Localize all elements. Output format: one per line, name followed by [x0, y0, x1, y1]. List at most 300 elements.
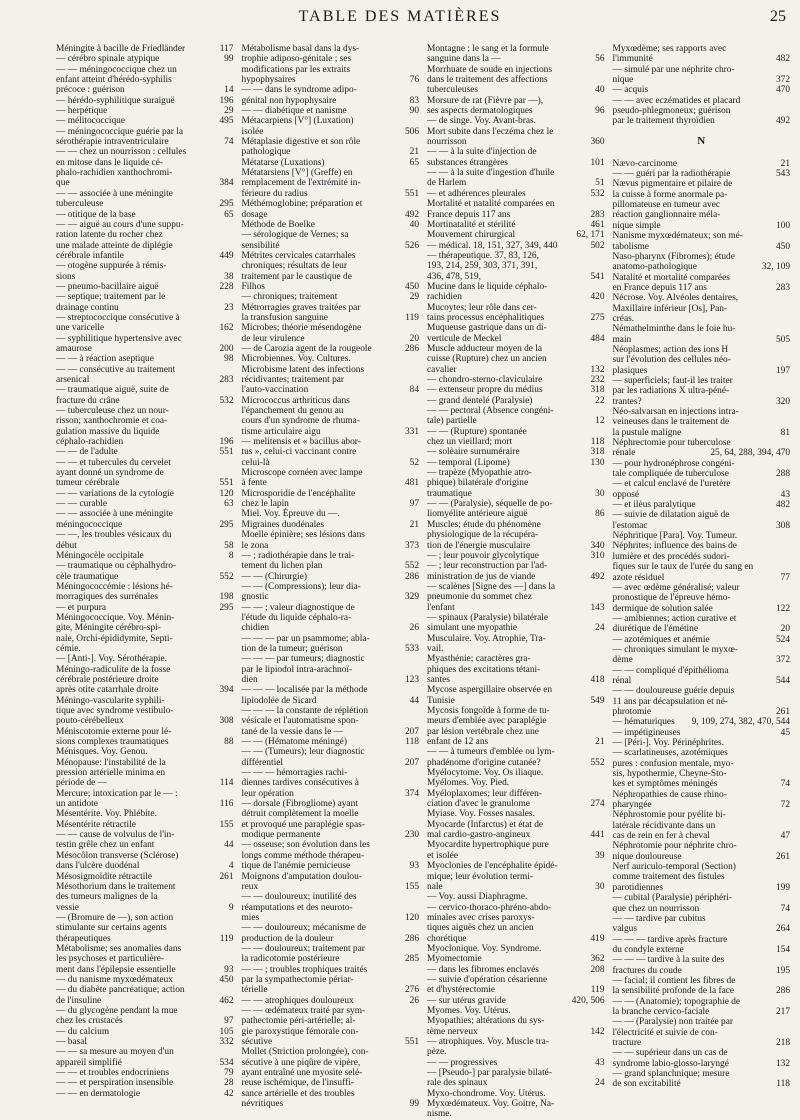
entry-text: — — œdémateux traité par sym-: [241, 1005, 366, 1016]
index-entry: [613, 686, 791, 696]
entry-text: — basal: [56, 1037, 87, 1047]
entry-text: — azotémiques et anémie: [612, 634, 710, 645]
index-entry: [613, 96, 791, 106]
entry-text: Méningococcique. Voy. Ménin-: [56, 612, 175, 623]
index-entry: [56, 365, 234, 375]
entry-page-number: 162: [219, 323, 234, 334]
entry-text: fiques sur le taux de l'urée du sang en: [612, 562, 754, 573]
index-entry: [242, 851, 420, 861]
entry-text: la transfusion sanguine: [241, 312, 328, 323]
entry-page-number: 38: [224, 271, 234, 282]
entry-text: — — avec eczématides et placard: [612, 95, 741, 106]
entry-page-number: 532: [590, 188, 605, 199]
index-entry: [427, 954, 605, 964]
entry-page-number: 308: [775, 520, 790, 531]
entry-text: — de singe. Voy. Avant-bras.: [427, 116, 537, 127]
entry-text: testin grêle chez un enfant: [56, 840, 155, 851]
entry-page-number: 88: [224, 737, 234, 748]
index-entry: [56, 158, 234, 168]
entry-text: dien: [241, 674, 258, 685]
index-entry: [427, 427, 605, 437]
index-entry: [613, 676, 791, 686]
index-entry: [613, 935, 791, 945]
index-entry: [613, 562, 791, 572]
entry-text: remplacement de l'extrémité in-: [241, 178, 361, 189]
entry-text: du condyle externe: [612, 944, 684, 955]
index-entry: [242, 282, 420, 292]
entry-text: — solèaire surnuméraire: [427, 447, 520, 458]
index-entry: [427, 892, 605, 902]
index-entry: [613, 169, 791, 179]
entry-text: Métrites cervicales catarrhales: [241, 250, 356, 261]
entry-text: Myélocytome. Voy. Os iliaque.: [427, 768, 544, 779]
entry-text: Mésocôlon transverse (Sclérose): [56, 850, 179, 861]
entry-page-number: 526: [404, 240, 419, 251]
entry-page-number: 541: [590, 271, 605, 282]
index-entry: [242, 840, 420, 850]
entry-page-number: 470: [775, 85, 790, 96]
entry-text: morragiques des surrénales: [56, 592, 159, 603]
entry-page-number: 492: [775, 116, 790, 127]
entry-text: — — compliqué d'épithélioma: [612, 665, 729, 676]
index-entry: [427, 1078, 605, 1088]
index-entry: [613, 779, 791, 789]
entry-page-number: 29: [409, 292, 419, 303]
entry-text: par le lipiodol intra-arachnoï-: [241, 664, 353, 675]
entry-text: enfant de 12 ans: [427, 737, 489, 748]
index-entry: [242, 1047, 420, 1057]
index-entry: [427, 65, 605, 75]
index-entry: [427, 1089, 605, 1099]
entry-text: Mucoytes; leur rôle dans cer-: [427, 302, 537, 313]
index-entry: [56, 696, 234, 706]
entry-page-number: 198: [219, 592, 234, 603]
entry-text: — dans les fibromes enclavés: [427, 964, 539, 975]
entry-text: parotidiennes: [612, 882, 664, 893]
entry-page-number: 74: [780, 779, 790, 790]
entry-text: — ; leur reconstruction par l'ad-: [427, 561, 548, 572]
entry-page-number: 362: [590, 954, 605, 965]
index-entry: [242, 778, 420, 788]
index-entry: [56, 241, 234, 251]
entry-page-number: 93: [224, 964, 234, 975]
entry-text: une varicelle: [56, 323, 105, 334]
entry-text: — — pectoral (Absence congéni-: [427, 406, 554, 417]
index-entry: [242, 251, 420, 261]
entry-text: ration latente du rocher chez: [56, 230, 163, 241]
entry-text: France depuis 117 ans: [427, 209, 511, 220]
entry-text: pouto-cérébelleux: [56, 716, 124, 727]
entry-text: substances étrangères: [427, 157, 508, 168]
index-entry: [613, 273, 791, 283]
entry-text: nourrisson: [427, 137, 467, 148]
entry-text: Myocarde (Infarctus) et état de: [427, 819, 544, 830]
index-entry: [613, 376, 791, 386]
index-entry: [613, 106, 791, 116]
entry-page-number: 308: [219, 716, 234, 727]
entry-text: — sur utérus gravide: [427, 995, 506, 1006]
entry-text: la branche cervico-faciale: [612, 1006, 710, 1017]
index-entry: [427, 840, 605, 850]
index-entry: [56, 1078, 234, 1088]
entry-text: — syphilitique hypertensive avec: [56, 333, 182, 344]
entry-text: sérothérapie intraventriculaire: [56, 137, 169, 148]
entry-text: mal cardio-gastro-angineux: [427, 830, 531, 841]
index-entry: [242, 572, 420, 582]
index-entry: [56, 572, 234, 582]
entry-page-number: 123: [404, 674, 419, 685]
entry-text: Némathelminthe dans le foie hu-: [612, 324, 736, 335]
index-entry: [613, 707, 791, 717]
entry-text: fracture du crâne: [56, 395, 120, 406]
index-entry: [427, 706, 605, 716]
index-entry: [56, 1089, 234, 1099]
entry-text: des tumeurs malignes de la: [56, 892, 158, 903]
index-entry: [613, 1048, 791, 1058]
index-entry: [613, 904, 791, 914]
index-entry: [613, 335, 791, 345]
index-entry: [56, 178, 234, 188]
entry-page-number: 155: [219, 819, 234, 830]
entry-text: phalo-rachidien xanthochromi-: [56, 168, 173, 179]
entry-text: — — chez un nourrisson : cellules: [56, 147, 187, 158]
index-entry: [613, 831, 791, 841]
entry-text: minales avec crises paroxys-: [427, 912, 535, 923]
index-entry: [427, 396, 605, 406]
entry-text: — hématuriques: [612, 717, 675, 728]
index-entry: [56, 1016, 234, 1026]
entry-page-number: 461: [590, 219, 605, 230]
entry-page-number: 286: [404, 933, 419, 944]
entry-text: Néphrites; influence des bains de: [612, 541, 737, 552]
entry-text: vésicale et l'automatisme spon-: [241, 716, 359, 727]
index-entry: [56, 541, 234, 551]
index-entry: [613, 293, 791, 303]
index-entry: [613, 304, 791, 314]
index-entry: [613, 748, 791, 758]
index-entry: [242, 189, 420, 199]
index-entry: [56, 851, 234, 861]
entry-text: — scalènes [Signe des —] dans la: [427, 581, 556, 592]
entry-text: 436, 478, 519,: [427, 271, 481, 282]
index-entry: [427, 820, 605, 830]
entry-text: tabolisme: [612, 241, 649, 252]
entry-text: tale compliquée de tuberculose: [612, 469, 729, 480]
index-entry: [56, 613, 234, 623]
index-entry: [56, 54, 234, 64]
entry-text: que: [56, 178, 70, 189]
entry-page-number: 30: [595, 881, 605, 892]
entry-text: nique douloureuse: [612, 851, 682, 862]
index-entry: [56, 230, 234, 240]
index-entry: [242, 85, 420, 95]
entry-page-number: 42: [224, 1088, 234, 1099]
index-entry: [242, 696, 420, 706]
entry-text: détruit complètement la moelle: [241, 809, 359, 820]
entry-text: Métabolisme basal dans la dys-: [241, 44, 360, 54]
index-entry: [56, 799, 234, 809]
entry-text: fractures du coude: [612, 965, 682, 976]
entry-text: Néphrostomie pour pyélite bi-: [612, 810, 726, 821]
index-entry: [242, 1099, 420, 1109]
index-entry: [427, 934, 605, 944]
entry-text: diurétique de l'émétine: [612, 624, 699, 635]
section-heading: N: [697, 134, 706, 147]
index-entry: [242, 499, 420, 509]
entry-page-number: 142: [590, 1026, 605, 1037]
index-entry: [56, 882, 234, 892]
entry-text: précoce : guérison: [56, 85, 125, 96]
index-entry: [613, 75, 791, 85]
entry-text: Musculaire. Voy. Atrophie, Tra-: [427, 633, 546, 644]
index-entry: [613, 417, 791, 427]
index-entry: [613, 531, 791, 541]
index-entry: [613, 1079, 791, 1089]
index-entry: [613, 500, 791, 510]
entry-page-number: 524: [775, 634, 790, 645]
entry-text: latérale récidivante dans un: [612, 820, 716, 831]
entry-page-number: 534: [219, 1057, 234, 1068]
index-entry: [242, 44, 420, 54]
entry-text: Filhos: [241, 281, 265, 292]
entry-text: — et purpura: [56, 602, 106, 613]
entry-page-number: 40: [595, 85, 605, 96]
entry-page-number: 207: [404, 757, 419, 768]
entry-text: — facial; il contient les fibres de: [612, 975, 736, 986]
entry-text: dème: [612, 655, 633, 666]
entry-page-number: 21: [409, 519, 419, 530]
entry-text: — — douloureux; mécanisme de: [241, 923, 366, 934]
index-entry: [242, 478, 420, 488]
index-entry: [427, 478, 605, 488]
entry-text: sur l'évolution des cellules néo-: [612, 355, 731, 366]
index-entry: [56, 406, 234, 416]
index-entry: [427, 168, 605, 178]
entry-page-number: 420, 506: [571, 995, 605, 1006]
entry-page-number: 76: [409, 75, 419, 86]
index-entry: [427, 261, 605, 271]
index-entry: [613, 242, 791, 252]
entry-page-number: 114: [219, 778, 234, 789]
index-entry: [242, 313, 420, 323]
entry-page-number: 318: [590, 447, 605, 458]
entry-text: — — et perspiration insensible: [56, 1078, 174, 1089]
entry-page-number: 331: [404, 426, 419, 437]
index-entry: [427, 75, 605, 85]
index-entry: [613, 810, 791, 820]
index-entry: [242, 737, 420, 747]
entry-text: nale: [427, 881, 443, 892]
entry-text: le zona: [241, 540, 269, 551]
index-entry: [427, 158, 605, 168]
index-entry: [242, 758, 420, 768]
index-entry: [613, 997, 791, 1007]
entry-text: rale des spinaux: [427, 1078, 488, 1089]
entry-text: leur opération: [241, 788, 294, 799]
entry-text: — thérapeutique. 37, 83, 126,: [427, 250, 539, 261]
index-entry: [427, 778, 605, 788]
entry-text: — — guéri par la radiothérapie: [612, 169, 731, 180]
index-entry: [242, 210, 420, 220]
entry-text: sanguine dans la —: [427, 54, 501, 65]
entry-text: ayant entraîné une myosite selé-: [241, 1068, 363, 1079]
entry-text: drainage continu: [56, 302, 119, 313]
index-entry: [56, 303, 234, 313]
entry-text: Myopathies; altérations du sys-: [427, 1016, 545, 1027]
index-entry: [56, 582, 234, 592]
index-entry: [56, 727, 234, 737]
entry-text: cours d'un syndrome de rhuma-: [241, 416, 360, 427]
index-entry: [56, 344, 234, 354]
index-entry: [427, 965, 605, 975]
entry-page-number: 25, 64, 288, 394, 470: [710, 448, 790, 459]
index-entry: [242, 406, 420, 416]
index-entry: [56, 985, 234, 995]
entry-text: ayant donné un syndrome de: [56, 468, 164, 479]
entry-text: — — — la constante de réplétion: [241, 706, 369, 716]
index-entry: [242, 551, 420, 561]
entry-page-number: 484: [590, 333, 605, 344]
index-entry: [427, 685, 605, 695]
entry-text: tiques aiguës chez un ancien: [427, 923, 534, 934]
entry-text: à fente: [241, 478, 267, 489]
index-entry: [613, 872, 791, 882]
entry-page-number: 99: [409, 1099, 419, 1110]
index-entry: [613, 490, 791, 500]
entry-text: sions complexes traumatiques: [56, 737, 169, 748]
entry-page-number: 372: [775, 75, 790, 86]
index-entry: [427, 344, 605, 354]
index-entry: [613, 976, 791, 986]
index-entry: [427, 1099, 605, 1109]
entry-text: celui-là: [241, 457, 270, 468]
entry-text: traumatique: [427, 488, 472, 499]
entry-text: — — aiguë au cours d'une suppu-: [56, 219, 184, 230]
index-entry: [56, 199, 234, 209]
entry-text: l'épanchement du genou au: [241, 406, 344, 417]
entry-text: — — — localisée par la méthode: [241, 685, 368, 696]
entry-page-number: 28: [224, 1078, 234, 1089]
entry-text: vessie: [56, 902, 79, 913]
index-entry: [613, 190, 791, 200]
entry-text: Métaplasie digestive et son rôle: [241, 137, 361, 148]
entry-text: — [Pseudo-] par paralysie bilaté-: [427, 1068, 552, 1079]
entry-text: pharyngée: [612, 800, 652, 811]
entry-page-number: 295: [219, 199, 234, 210]
entry-page-number: 101: [590, 157, 605, 168]
entry-text: Morsure de rat (Fièvre par —),: [427, 95, 544, 106]
entry-page-number: 481: [404, 478, 419, 489]
index-entry: [427, 1027, 605, 1037]
index-entry: [56, 1027, 234, 1037]
entry-text: ses aspects dermatologiques: [427, 106, 533, 117]
entry-page-number: 116: [219, 799, 234, 810]
entry-page-number: 83: [409, 95, 419, 106]
index-entry: [427, 437, 605, 447]
entry-text: — grand splanchnique; mesure: [612, 1069, 730, 1079]
entry-text: — extenseur propre du médius: [427, 385, 543, 396]
index-entry: [242, 613, 420, 623]
index-entry: [613, 179, 791, 189]
entry-page-number: 329: [404, 592, 419, 603]
index-entry: [427, 447, 605, 457]
entry-text: Migraines duodénales: [241, 519, 325, 530]
entry-text: tains processus encéphalitiques: [427, 312, 545, 323]
entry-page-number: 275: [590, 312, 605, 323]
index-entry: [613, 666, 791, 676]
entry-text: — superficiels; faut-il les traiter: [612, 375, 733, 386]
entry-text: par le traitement thyroïdien: [612, 116, 715, 127]
entry-page-number: 286: [775, 986, 790, 997]
entry-page-number: 32, 109: [761, 262, 790, 273]
index-entry: [56, 251, 234, 261]
entry-text: 11 ans par décapsulation et né-: [612, 696, 728, 707]
index-entry: [242, 396, 420, 406]
entry-text: Myxœdème; ses rapports avec: [612, 44, 727, 54]
index-entry: [56, 561, 234, 571]
entry-text: — — (Paralysie), séquelle de po-: [427, 499, 553, 510]
index-entry: [56, 210, 234, 220]
index-entry: [242, 603, 420, 613]
entry-page-number: 52: [409, 457, 419, 468]
entry-page-number: 261: [219, 871, 234, 882]
index-column-4: [612, 44, 791, 1090]
entry-text: tisme articulaire aigu: [241, 426, 321, 437]
entry-page-number: 117: [219, 44, 234, 54]
entry-text: de son excitabilité: [612, 1079, 681, 1090]
index-entry: [242, 1089, 420, 1099]
index-entry: [427, 44, 605, 54]
entry-page-number: 119: [590, 985, 605, 996]
entry-text: — scarlatineuses, azotémiques: [612, 748, 728, 759]
entry-text: Métabolisme; ses anomalies dans: [56, 943, 182, 954]
index-entry: [56, 830, 234, 840]
entry-text: chroniques; résultats de leur: [241, 261, 347, 272]
entry-text: — trapèze (Myopathie atro-: [427, 468, 532, 479]
entry-text: — — (Compressions); leur dia-: [241, 581, 361, 592]
entry-text: mique; leur évolution termi-: [427, 871, 533, 882]
entry-text: cèle traumatique: [56, 571, 119, 582]
entry-text: Mycosis fongoïde à forme de tu-: [427, 706, 550, 716]
entry-text: de leur virulence: [241, 333, 305, 344]
entry-page-number: 196: [219, 95, 234, 106]
entry-text: cas de rein en fer à cheval: [612, 831, 710, 842]
entry-text: Métacarpiens [V°] (Luxation): [241, 116, 354, 127]
entry-text: — — sa mesure au moyen d'un: [56, 1047, 174, 1058]
index-entry: [613, 645, 791, 655]
entry-page-number: 130: [590, 457, 605, 468]
entry-text: — cervico-thoraco-phréno-abdo-: [427, 902, 552, 913]
index-entry: [427, 665, 605, 675]
entry-text: longs comme méthode thérapeu-: [241, 850, 365, 861]
index-entry: [242, 54, 420, 64]
index-entry: [427, 489, 605, 499]
entry-text: — — tardive par cubitus: [612, 913, 706, 924]
index-entry: [613, 697, 791, 707]
entry-page-number: 264: [775, 924, 790, 935]
index-column-2: [241, 44, 420, 1110]
entry-text: trantes?: [612, 396, 642, 407]
index-entry: [613, 552, 791, 562]
entry-text: période de —: [56, 778, 108, 789]
index-entry: [56, 654, 234, 664]
entry-text: enfant atteint d'hérédo-syphilis: [56, 75, 172, 86]
index-entry: [242, 1006, 420, 1016]
entry-page-number: 384: [219, 178, 234, 189]
entry-page-number: 217: [775, 1006, 790, 1017]
entry-page-number: 276: [404, 985, 419, 996]
entry-text: céphalo-rachidien: [56, 437, 124, 448]
